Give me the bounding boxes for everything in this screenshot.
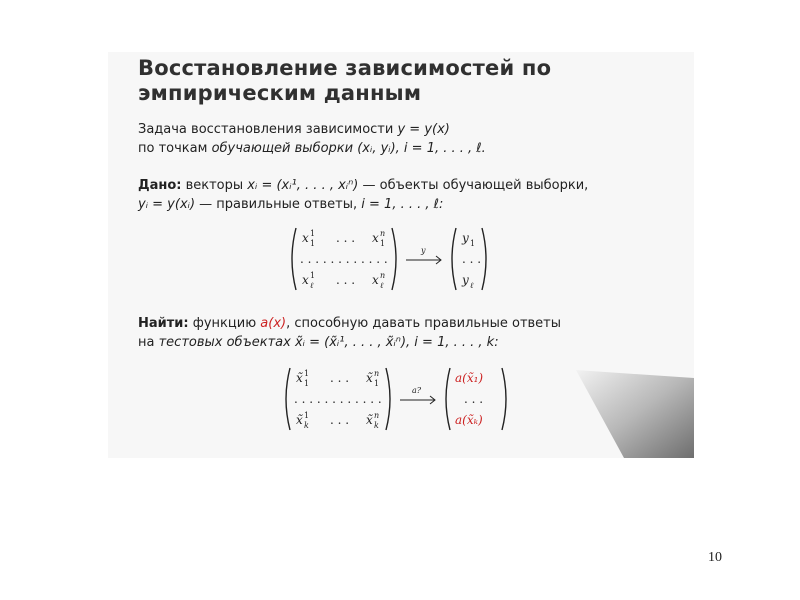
find-text-2: на bbox=[138, 335, 159, 350]
given-text-1: векторы bbox=[181, 178, 248, 193]
m1-r3c3-sup: n bbox=[380, 271, 386, 280]
training-matrix bbox=[286, 224, 516, 298]
intro-emphasis: обучающей выборки bbox=[211, 141, 354, 156]
m2-r1c1-sub: 1 bbox=[304, 379, 310, 388]
m2-r1c2: . . . bbox=[330, 371, 350, 385]
find-text-1: функцию bbox=[188, 316, 261, 331]
arrow-icon bbox=[400, 396, 435, 404]
m2-r1c1: x̃ bbox=[296, 371, 303, 385]
m2-r1c3-sup: n bbox=[374, 369, 380, 378]
right-paren-icon bbox=[386, 368, 390, 430]
given-formula-2: yᵢ = y(xᵢ) bbox=[138, 197, 196, 212]
given-formula-1: xᵢ = (xᵢ¹, . . . , xᵢⁿ) bbox=[247, 178, 359, 193]
m2-out1: a(x̃₁) bbox=[455, 371, 484, 385]
find-line-1 bbox=[138, 314, 561, 333]
m1-out3-sub: ℓ bbox=[470, 281, 474, 290]
m1-r3c1-sup: 1 bbox=[310, 271, 316, 280]
find-formula: x̃ᵢ = (x̃ᵢ¹, . . . , x̃ᵢⁿ), i = 1, . . . , k: bbox=[290, 335, 499, 350]
find-function: a(x) bbox=[260, 316, 287, 331]
find-label: Найти: bbox=[138, 316, 189, 331]
find-text-1b: , способную давать правильные ответы bbox=[286, 316, 562, 331]
m1-r1c1-sub: 1 bbox=[310, 239, 316, 248]
find-paragraph bbox=[138, 314, 561, 352]
right-paren-icon bbox=[392, 228, 396, 290]
m2-out2: . . . bbox=[464, 392, 484, 406]
m2-r3c3-sub: k bbox=[374, 421, 379, 430]
m1-r3c3-sub: ℓ bbox=[380, 281, 384, 290]
m2-r3c1-sup: 1 bbox=[304, 411, 310, 420]
m1-r1c1-sup: 1 bbox=[310, 229, 316, 238]
m1-r3c3: x bbox=[372, 273, 379, 287]
intro-formula-1: y = y(x) bbox=[397, 122, 450, 137]
m1-out1: y bbox=[462, 231, 469, 245]
m2-r3c3: x̃ bbox=[366, 413, 373, 427]
m1-out1-sub: 1 bbox=[470, 239, 476, 248]
given-line-1 bbox=[138, 176, 588, 195]
m1-r1c1: x bbox=[302, 231, 309, 245]
test-matrix bbox=[280, 364, 530, 438]
m2-arrow-label: a? bbox=[412, 386, 422, 395]
m2-r1c1-sup: 1 bbox=[304, 369, 310, 378]
m2-r3c2: . . . bbox=[330, 413, 350, 427]
m1-r1c2: . . . bbox=[336, 231, 356, 245]
m1-r1c3-sub: 1 bbox=[380, 239, 386, 248]
left-paren-icon bbox=[292, 228, 296, 290]
intro-text-2: по точкам bbox=[138, 141, 212, 156]
m2-r1c3: x̃ bbox=[366, 371, 373, 385]
m1-r3c1: x bbox=[302, 273, 309, 287]
given-label: Дано: bbox=[138, 178, 182, 193]
find-line-2 bbox=[138, 333, 561, 352]
intro-line-2 bbox=[138, 139, 486, 158]
arrow-icon bbox=[406, 256, 441, 264]
m2-r3c3-sup: n bbox=[374, 411, 380, 420]
m2-out3: a(x̃ₖ) bbox=[455, 413, 483, 427]
m1-arrow-label: y bbox=[421, 246, 426, 255]
right-paren-icon bbox=[502, 368, 506, 430]
right-paren-icon bbox=[482, 228, 486, 290]
intro-formula-2: (xᵢ, yᵢ), i = 1, . . . , ℓ. bbox=[353, 141, 486, 156]
m1-r1c3: x bbox=[372, 231, 379, 245]
m1-r3c2: . . . bbox=[336, 273, 356, 287]
page-number: 10 bbox=[708, 550, 722, 565]
given-text-1b: — объекты обучающей выборки, bbox=[358, 178, 589, 193]
m1-out3: y bbox=[462, 273, 469, 287]
m2-r1c3-sub: 1 bbox=[374, 379, 380, 388]
slide bbox=[108, 52, 694, 458]
m2-r3c1: x̃ bbox=[296, 413, 303, 427]
page-curl-shape bbox=[554, 354, 694, 458]
m1-r3c1-sub: ℓ bbox=[310, 281, 314, 290]
m1-row2: . . . . . . . . . . . . bbox=[300, 252, 388, 266]
m2-r3c1-sub: k bbox=[304, 421, 309, 430]
title-line-1: Восстановление зависимостей по bbox=[138, 56, 552, 80]
slide-title bbox=[138, 56, 678, 106]
given-index: i = 1, . . . , ℓ: bbox=[361, 197, 444, 212]
given-text-2: — правильные ответы, bbox=[195, 197, 362, 212]
intro-paragraph bbox=[138, 120, 486, 158]
left-paren-icon bbox=[452, 228, 456, 290]
given-paragraph bbox=[138, 176, 588, 214]
find-emphasis: тестовых объектах bbox=[158, 335, 291, 350]
m1-r1c3-sup: n bbox=[380, 229, 386, 238]
intro-text-1: Задача восстановления зависимости bbox=[138, 122, 398, 137]
left-paren-icon bbox=[446, 368, 450, 430]
m1-out2: . . . bbox=[462, 252, 482, 266]
intro-line-1 bbox=[138, 120, 486, 139]
given-line-2 bbox=[138, 195, 588, 214]
left-paren-icon bbox=[286, 368, 290, 430]
title-line-2: эмпирическим данным bbox=[138, 81, 422, 105]
m2-row2: . . . . . . . . . . . . bbox=[294, 392, 382, 406]
